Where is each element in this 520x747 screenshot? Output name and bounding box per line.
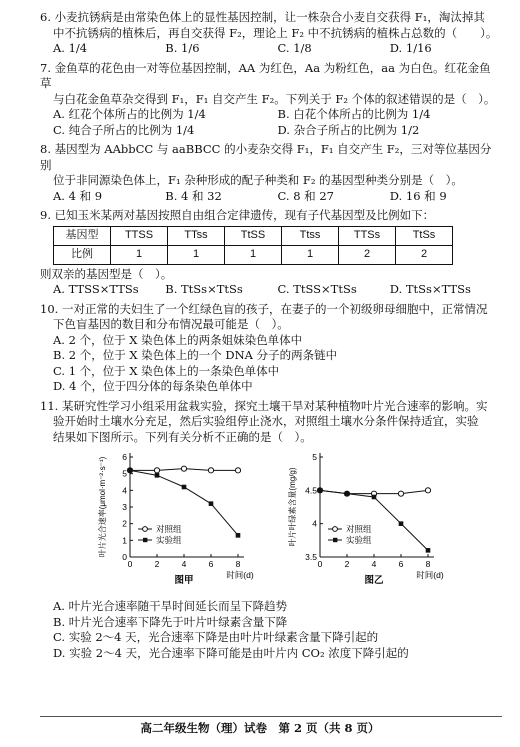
question-7-line-1: 7. 金鱼草的花色由一对等位基因控制，AA 为红色，Aa 为粉红色，aa 为白色。红花金鱼草 [40,60,491,91]
data-point [208,468,213,473]
data-point [154,468,159,473]
chart-title: 图乙 [364,575,384,587]
option-b: B. 4 和 32 [165,188,222,203]
option-d: D. 杂合子所占的比例为 1/2 [277,122,420,137]
table-cell: TtSS [225,226,282,245]
data-point [155,473,160,478]
data-point [318,488,323,493]
chart-title: 图甲 [174,575,194,587]
question-11 [40,399,502,662]
question-8-options [40,189,502,205]
question-9 [40,208,502,298]
genotype-table [53,226,453,265]
data-point [128,468,133,473]
y-tick-label: 4 [122,485,127,496]
option-a: A. 2 个，位于 X 染色体上的两条姐妹染色单体中 [53,332,303,347]
option-c: C. 纯合子所占的比例为 1/4 [53,122,195,137]
y-tick-label: 6 [122,452,127,463]
x-tick-label: 8 [425,559,431,570]
chart-jia [96,447,256,597]
question-6-options [40,41,502,57]
data-point [209,502,214,507]
data-point [425,488,430,493]
option-c: C. 8 和 27 [277,188,334,203]
table-cell: TTSS [111,226,168,245]
x-tick-label: 2 [154,559,160,570]
legend-label: 实验组 [346,535,372,546]
option-d: D. 4 个，位于四分体的每条染色单体中 [53,379,253,394]
option-c: C. 1/8 [277,41,312,56]
legend-marker [143,527,148,532]
y-tick-label: 4.5 [305,485,317,496]
question-9-line-1: 9. 已知玉米某两对基因按照自由组合定律遗传，现有子代基因型及比例如下： [40,208,435,223]
x-tick-label: 0 [127,559,133,570]
option-a: A. TTSS×TTSs [53,282,139,297]
option-a: A. 叶片光合速率随干旱时间延长而呈下降趋势 [53,599,288,614]
data-point [345,492,350,497]
table-cell: Ttss [282,226,339,245]
table-cell: TTss [168,226,225,245]
data-point [182,485,187,490]
option-d: D. TtSs×TTSs [389,282,471,297]
x-tick-label: 2 [344,559,350,570]
legend-label: 对照组 [346,524,372,535]
x-tick-label: 4 [371,559,377,570]
data-point [372,495,377,500]
option-b: B. 叶片光合速率下降先于叶片叶绿素含量下降 [53,614,288,629]
question-6-line-1: 6. 小麦抗锈病是由常染色体上的显性基因控制，让一株杂合小麦自交获得 F₁，淘汰掉其 [40,10,485,24]
y-axis-label: 叶片叶绿素含量(mg/g) [288,467,297,547]
option-a: A. 红花个体所占的比例为 1/4 [53,107,206,122]
y-tick-label: 2 [122,519,127,530]
y-axis-label: 叶片光合速率(μmol·m⁻²·s⁻¹) [98,457,107,558]
charts-row [40,447,502,597]
chart-yi [286,447,446,597]
question-7-options [40,107,502,138]
table-cell: 1 [282,245,339,264]
table-cell: 2 [396,245,453,264]
option-c: C. 实验 2～4 天，光合速率下降是由叶片叶绿素含量下降引起的 [53,630,379,645]
footer-divider [40,716,502,717]
y-tick-label: 1 [122,535,127,546]
question-11-line-2: 验开始时土壤水分充足，然后实验组停止浇水，对照组土壤水分条件保持适宜，实验 [53,414,479,429]
x-tick-label: 6 [398,559,404,570]
y-tick-label: 3 [122,502,127,513]
option-d: D. 实验 2～4 天，光合速率下降可能是由叶片内 CO₂ 浓度下降引起的 [53,645,409,660]
question-10-line-1: 10. 一对正常的夫妇生了一个红绿色盲的孩子，在妻子的一个初级卵母细胞中，正常情况 [40,301,488,316]
option-b: B. 白花个体所占的比例为 1/4 [277,107,431,122]
table-row [54,245,453,264]
table-cell: TTSs [339,226,396,245]
x-tick-label: 4 [181,559,187,570]
option-d: D. 1/16 [389,41,432,56]
question-8-line-2: 位于非同源染色体上，F₁ 杂种形成的配子种类和 F₂ 的基因型种类分别是（ ）。 [53,173,463,188]
y-tick-label: 5 [122,469,127,480]
y-tick-label: 5 [312,452,317,463]
table-cell: 1 [168,245,225,264]
table-cell: 1 [225,245,282,264]
legend-label: 对照组 [156,524,182,535]
series-line-experiment [130,471,238,536]
option-c: C. TtSS×TtSs [277,282,357,297]
question-7-line-2: 与白花金鱼草杂交得到 F₁，F₁ 自交产生 F₂。下列关于 F₂ 个体的叙述错误的是（ ）。 [53,91,496,106]
table-cell: 2 [339,245,396,264]
question-11-line-3: 结果如下图所示。下列有关分析不正确的是（ ）。 [53,429,312,444]
question-10 [40,302,502,395]
data-point [181,466,186,471]
y-tick-label: 0 [122,552,127,563]
question-6-line-2: 中不抗锈病的植株后，再自交获得 F₂，理论上 F₂ 中不抗锈病的植株占总数的（ ）。 [53,25,498,40]
data-point [399,522,404,527]
question-11-line-1: 11. 某研究性学习小组采用盆栽实验，探究土壤干旱对某种植物叶片光合速率的影响。实 [40,398,488,413]
question-8-line-1: 8. 基因型为 AAbbCC 与 aaBBCC 的小麦杂交得 F₁，F₁ 自交产生 F₂，三对等位基因分别 [40,142,492,172]
question-10-line-2: 下色盲基因的数目和分布情况最可能是（ ）。 [53,317,289,332]
option-c: C. 1 个，位于 X 染色体上的一条染色单体中 [53,363,280,378]
x-tick-label: 6 [208,559,214,570]
question-9-options [40,282,502,298]
question-8 [40,142,502,204]
option-b: B. 2 个，位于 X 染色体上的一个 DNA 分子的两条链中 [53,348,338,363]
table-cell: 1 [111,245,168,264]
x-axis-label: 时间(d) [416,570,444,581]
question-6 [40,10,502,57]
y-tick-label: 3.5 [305,552,317,563]
legend-label: 实验组 [156,535,182,546]
question-7 [40,61,502,139]
x-tick-label: 8 [235,559,241,570]
table-cell: 基因型 [54,226,111,245]
legend-marker [333,527,338,532]
option-b: B. TtSs×TtSs [165,282,243,297]
data-point [235,468,240,473]
option-d: D. 16 和 9 [389,188,447,203]
option-b: B. 1/6 [165,41,200,56]
option-a: A. 1/4 [53,41,88,56]
option-a: A. 4 和 9 [53,188,103,203]
page-footer: 高二年级生物（理）试卷 第 2 页（共 8 页） [140,721,380,736]
legend-marker [333,538,337,542]
x-axis-label: 时间(d) [226,570,254,581]
legend-marker [143,538,147,542]
data-point [398,491,403,496]
y-tick-label: 4 [312,519,317,530]
table-cell: TtSs [396,226,453,245]
data-point [236,533,241,538]
table-header-row [54,226,453,245]
table-cell: 比例 [54,245,111,264]
question-9-line-2: 则双亲的基因型是（ ）。 [40,266,173,281]
x-tick-label: 0 [317,559,323,570]
data-point [426,548,431,553]
